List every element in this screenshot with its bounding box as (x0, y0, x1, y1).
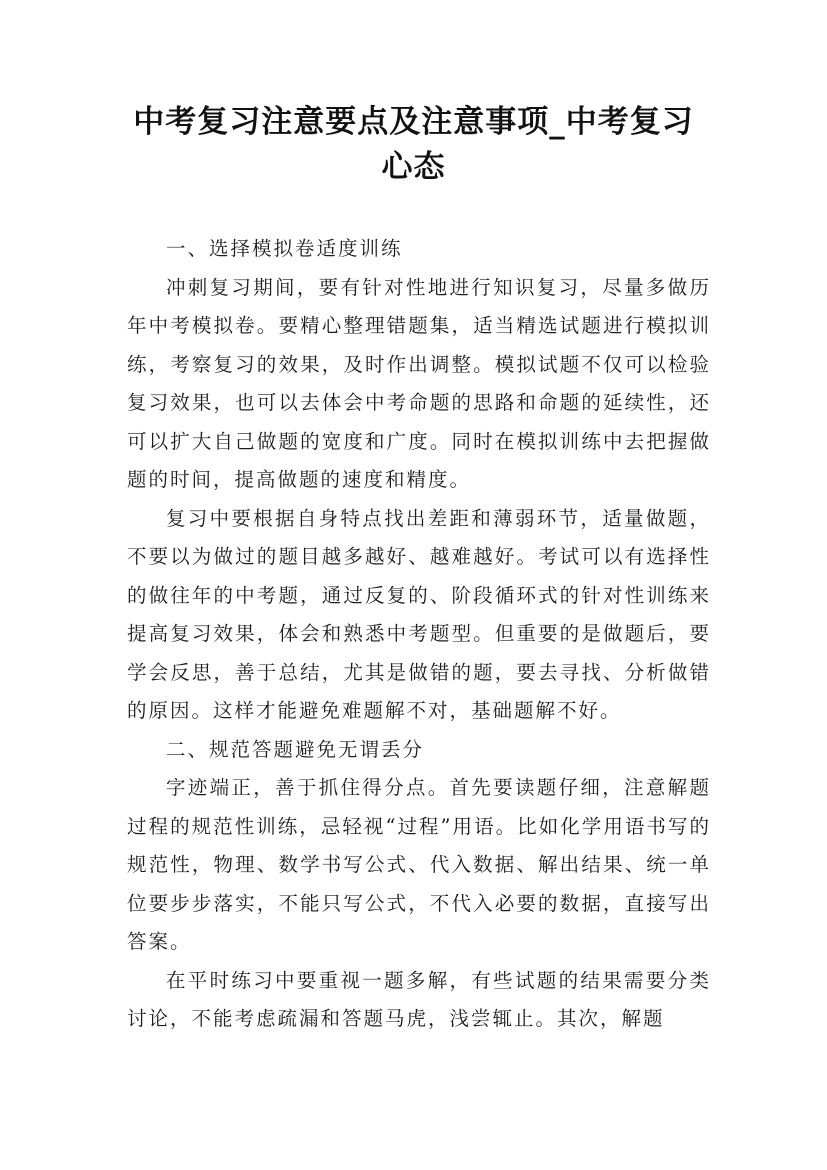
paragraph-1: 冲刺复习期间，要有针对性地进行知识复习，尽量多做历年中考模拟卷。要精心整理错题集，适当精选试题进行模拟训练，考察复习的效果，及时作出调整。模拟试题不仅可以检验复习效果，也可以去体会中考命题的思路和命题的延续性，还可以扩大自己做题的宽度和广度。同时在模拟训练中去把握做题的时间，提高做题的速度和精度。 (127, 275, 711, 491)
paragraph-3: 字迹端正，善于抓住得分点。首先要读题仔细，注意解题过程的规范性训练，忌轻视“过程”用语。比如化学用语书写的规范性，物理、数学书写公式、代入数据、解出结果、统一单位要步步落实，不能只写公式，不代入必要的数据，直接写出答案。 (127, 776, 711, 953)
section-heading-1: 一、选择模拟卷适度训练 (166, 237, 403, 260)
paragraph-2: 复习中要根据自身特点找出差距和薄弱环节，适量做题，不要以为做过的题目越多越好、越难越好。考试可以有选择性的做往年的中考题，通过反复的、阶段循环式的针对性训练来提高复习效果，体会和熟悉中考题型。但重要的是做题后，要学会反思，善于总结，尤其是做错的题，要去寻找、分析做错的原因。这样才能避免难题解不对，基础题解不好。 (127, 506, 711, 722)
section-heading-2: 二、规范答题避免无谓丢分 (166, 737, 425, 761)
document-title: 中考复习注意要点及注意事项_中考复习心态 (133, 104, 694, 185)
document-body (127, 230, 711, 1039)
paragraph-4: 在平时练习中要重视一题多解，有些试题的结果需要分类讨论，不能考虑疏漏和答题马虎，浅尝辄止。其次，解题 (127, 968, 711, 1030)
